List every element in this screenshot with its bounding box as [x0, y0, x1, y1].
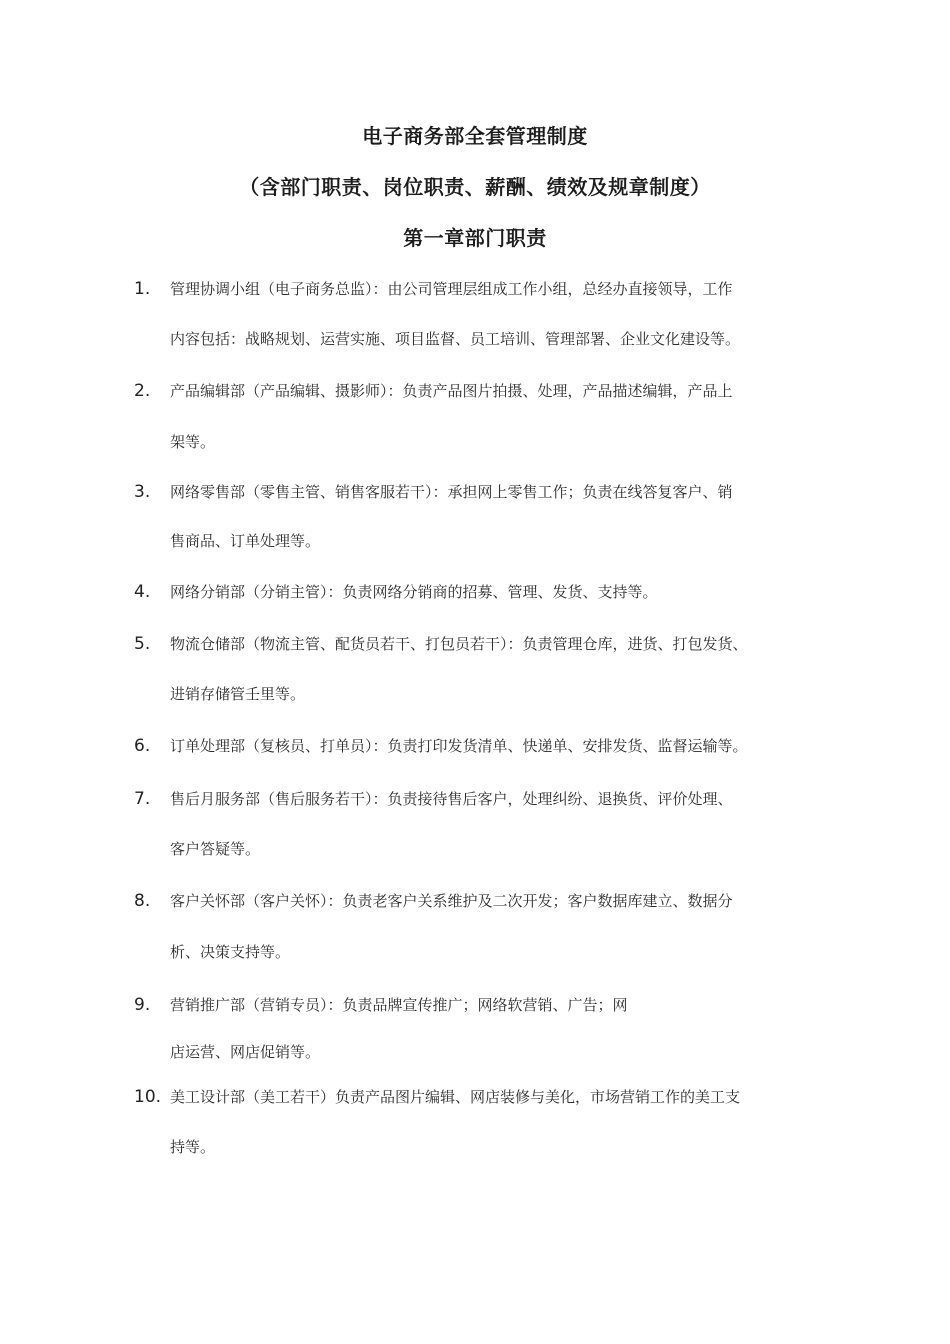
list-item-number: 9.: [134, 995, 151, 1015]
list-item-number: 2.: [134, 381, 151, 401]
list-item-text: 店运营、网店促销等。: [170, 1043, 321, 1061]
list-item-text: 架等。: [170, 433, 216, 451]
list-item-text: 产品编辑部（产品编辑、摄影师）：负责产品图片拍摄、处理，产品描述编辑，产品上: [170, 382, 733, 400]
list-item-text: 营销推广部（营销专员）：负责品牌宣传推广；网络软营销、广告；网: [170, 996, 628, 1014]
list-item-text: 持等。: [170, 1138, 216, 1156]
list-item-number: 4.: [134, 582, 151, 602]
document-title: 电子商务部全套管理制度: [362, 124, 588, 148]
list-item-number: 3.: [134, 482, 151, 502]
list-item-number: 5.: [134, 634, 151, 654]
list-item-text: 订单处理部（复核员、打单员）：负责打印发货清单、快递单、安排发货、监督运输等。: [170, 737, 748, 755]
list-item-text: 物流仓储部（物流主管、配货员若干、打包员若干）：负责管理仓库，进货、打包发货、: [170, 635, 748, 653]
list-item-text: 美工设计部（美工若干）负责产品图片编辑、网店装修与美化，市场营销工作的美工支: [170, 1088, 741, 1106]
list-item-number: 7.: [134, 789, 151, 809]
list-item-text: 售商品、订单处理等。: [170, 532, 321, 550]
list-item-text: 客户关怀部（客户关怀）：负责老客户关系维护及二次开发；客户数据库建立、数据分: [170, 892, 733, 910]
list-item-number: 6.: [134, 736, 151, 756]
list-item-text: 售后月服务部（售后服务若干）：负责接待售后客户，处理纠纷、退换货、评价处理、: [170, 790, 733, 808]
list-item-text: 网络分销部（分销主管）：负责网络分销商的招募、管理、发货、支持等。: [170, 583, 658, 601]
list-item-text: 客户答疑等。: [170, 840, 261, 858]
list-item-text: 管理协调小组（电子商务总监）：由公司管理层组成工作小组，总经办直接领导，工作: [170, 280, 733, 298]
list-item-text: 网络零售部（零售主管、销售客服若干）：承担网上零售工作；负责在线答复客户、销: [170, 483, 733, 501]
list-item-text: 进销存储管壬里等。: [170, 685, 306, 703]
chapter-heading: 第一章部门职责: [403, 226, 547, 250]
list-item-number: 10.: [134, 1087, 162, 1107]
list-item-text: 内容包括：战略规划、运营实施、项目监督、员工培训、管理部署、企业文化建设等。: [170, 330, 741, 348]
list-item-text: 析、决策支持等。: [170, 943, 291, 961]
list-item-number: 8.: [134, 891, 151, 911]
document-subtitle: （含部门职责、岗位职责、薪酬、绩效及规章制度）: [239, 175, 711, 199]
list-item-number: 1.: [134, 279, 151, 299]
